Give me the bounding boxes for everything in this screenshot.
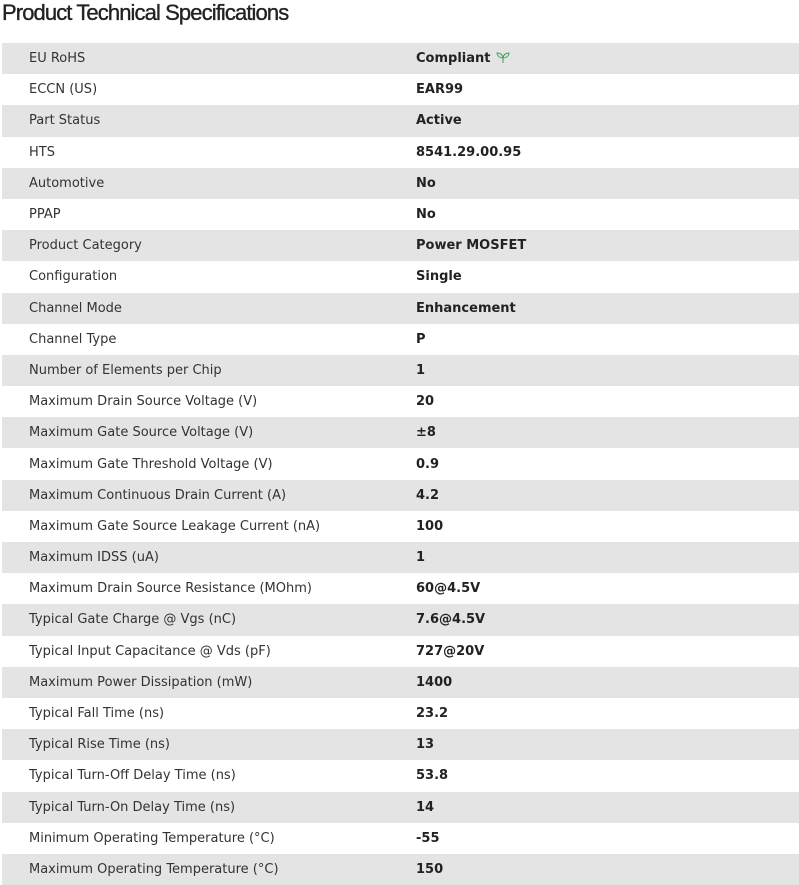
- spec-row: [2, 636, 799, 667]
- spec-value: Enhancement: [416, 300, 516, 316]
- spec-name: HTS: [2, 137, 416, 168]
- spec-row: [2, 74, 799, 105]
- spec-value-cell: [416, 199, 799, 230]
- spec-value-cell: [416, 542, 799, 573]
- spec-row: [2, 43, 799, 74]
- spec-value: EAR99: [416, 82, 464, 98]
- spec-name: Maximum Drain Source Voltage (V): [2, 386, 416, 417]
- spec-name: Typical Fall Time (ns): [2, 698, 416, 729]
- spec-name: Maximum Continuous Drain Current (A): [2, 480, 416, 511]
- spec-row: [2, 760, 799, 791]
- spec-value: No: [416, 175, 436, 191]
- spec-value: 1400: [416, 674, 453, 690]
- spec-name: Maximum IDSS (uA): [2, 542, 416, 573]
- spec-name: Minimum Operating Temperature (°C): [2, 823, 416, 854]
- spec-name: Configuration: [2, 261, 416, 292]
- spec-name: Maximum Gate Source Voltage (V): [2, 417, 416, 448]
- spec-row: [2, 355, 799, 386]
- spec-name: Typical Gate Charge @ Vgs (nC): [2, 604, 416, 635]
- spec-value-cell: [416, 573, 799, 604]
- spec-value: Single: [416, 269, 462, 285]
- spec-table-body: [2, 43, 799, 885]
- spec-name: ECCN (US): [2, 74, 416, 105]
- spec-row: [2, 729, 799, 760]
- spec-name: Typical Turn-On Delay Time (ns): [2, 792, 416, 823]
- spec-name: Maximum Drain Source Resistance (MOhm): [2, 573, 416, 604]
- spec-value-cell: [416, 854, 799, 885]
- spec-name: Automotive: [2, 168, 416, 199]
- spec-row: [2, 137, 799, 168]
- spec-value-cell: [416, 760, 799, 791]
- spec-row: [2, 230, 799, 261]
- spec-name: Typical Turn-Off Delay Time (ns): [2, 760, 416, 791]
- spec-name: Typical Input Capacitance @ Vds (pF): [2, 636, 416, 667]
- spec-row: [2, 480, 799, 511]
- spec-value: 53.8: [416, 768, 449, 784]
- spec-value-cell: [416, 792, 799, 823]
- page-title: Product Technical Specifications: [2, 0, 289, 25]
- spec-name: Part Status: [2, 105, 416, 136]
- spec-row: [2, 386, 799, 417]
- spec-value: 727@20V: [416, 643, 485, 659]
- spec-name: Channel Mode: [2, 293, 416, 324]
- spec-value-cell: [416, 448, 799, 479]
- spec-value: 8541.29.00.95: [416, 144, 522, 160]
- spec-value-cell: [416, 698, 799, 729]
- spec-value: 1: [416, 362, 426, 378]
- spec-value: 100: [416, 518, 444, 534]
- spec-value: ±8: [416, 425, 436, 441]
- spec-name: Typical Rise Time (ns): [2, 729, 416, 760]
- spec-value-cell: [416, 74, 799, 105]
- spec-row: [2, 168, 799, 199]
- spec-row: [2, 511, 799, 542]
- spec-row: [2, 854, 799, 885]
- spec-value: 0.9: [416, 456, 440, 472]
- spec-value: 23.2: [416, 706, 449, 722]
- spec-value-cell: [416, 386, 799, 417]
- spec-value: 20: [416, 394, 435, 410]
- spec-row: [2, 604, 799, 635]
- spec-value-cell: [416, 43, 799, 74]
- spec-row: [2, 105, 799, 136]
- spec-value-cell: [416, 168, 799, 199]
- spec-value: 7.6@4.5V: [416, 612, 486, 628]
- spec-value-cell: [416, 729, 799, 760]
- spec-value: 60@4.5V: [416, 581, 481, 597]
- spec-name: Maximum Gate Threshold Voltage (V): [2, 448, 416, 479]
- spec-value-cell: [416, 511, 799, 542]
- spec-row: [2, 698, 799, 729]
- spec-value: -55: [416, 830, 440, 846]
- spec-value-cell: [416, 480, 799, 511]
- spec-row: [2, 667, 799, 698]
- spec-row: [2, 293, 799, 324]
- spec-name: PPAP: [2, 199, 416, 230]
- spec-name: Number of Elements per Chip: [2, 355, 416, 386]
- spec-name: Maximum Operating Temperature (°C): [2, 854, 416, 885]
- spec-value: Power MOSFET: [416, 238, 527, 254]
- spec-row: [2, 823, 799, 854]
- spec-value-cell: [416, 417, 799, 448]
- spec-value-cell: [416, 355, 799, 386]
- spec-value: 4.2: [416, 487, 440, 503]
- spec-value-cell: [416, 667, 799, 698]
- spec-value: Compliant: [416, 51, 491, 67]
- spec-name: EU RoHS: [2, 43, 416, 74]
- spec-row: [2, 448, 799, 479]
- spec-name: Maximum Gate Source Leakage Current (nA): [2, 511, 416, 542]
- spec-name: Product Category: [2, 230, 416, 261]
- spec-value: Active: [416, 113, 462, 129]
- spec-value-cell: [416, 230, 799, 261]
- leaf-icon: [496, 52, 510, 64]
- spec-name: Channel Type: [2, 324, 416, 355]
- spec-value: 1: [416, 550, 426, 566]
- spec-value-cell: [416, 604, 799, 635]
- spec-name: Maximum Power Dissipation (mW): [2, 667, 416, 698]
- spec-row: [2, 199, 799, 230]
- spec-row: [2, 261, 799, 292]
- spec-value-cell: [416, 636, 799, 667]
- spec-row: [2, 417, 799, 448]
- spec-row: [2, 573, 799, 604]
- spec-value-cell: [416, 293, 799, 324]
- spec-value: 14: [416, 799, 435, 815]
- spec-value: 150: [416, 861, 444, 877]
- spec-value-cell: [416, 105, 799, 136]
- spec-row: [2, 542, 799, 573]
- spec-value: No: [416, 207, 436, 223]
- spec-value-cell: [416, 324, 799, 355]
- spec-value-cell: [416, 261, 799, 292]
- spec-value-cell: [416, 823, 799, 854]
- spec-value-cell: [416, 137, 799, 168]
- spec-row: [2, 324, 799, 355]
- spec-value: P: [416, 331, 426, 347]
- spec-row: [2, 792, 799, 823]
- spec-value: 13: [416, 737, 435, 753]
- spec-table: [2, 43, 799, 885]
